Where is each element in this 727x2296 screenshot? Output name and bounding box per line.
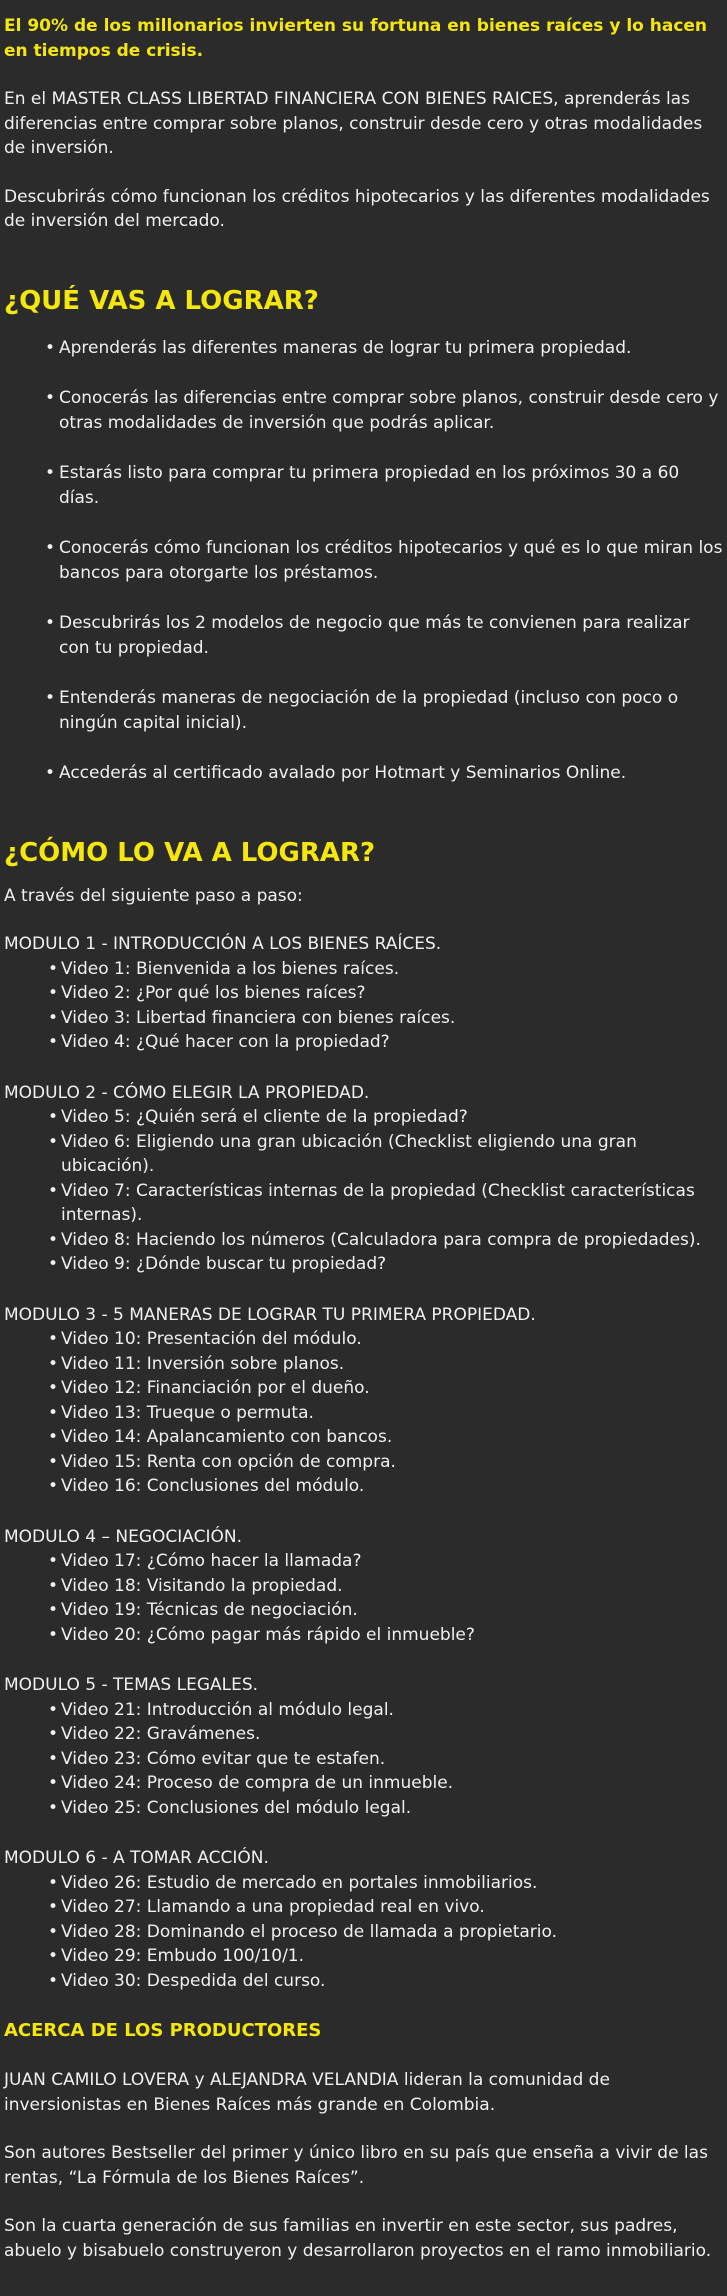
intro-paragraph-2: Descubrirás cómo funcionan los créditos hipotecarios y las diferentes modalidades de inversión del mercado.	[4, 186, 710, 231]
goal-item: • Descubrirás los 2 modelos de negocio que más te convienen para realizar con tu propiedad.	[45, 611, 723, 660]
module-title: MODULO 2 - CÓMO ELEGIR LA PROPIEDAD.	[4, 1082, 370, 1103]
video-item: • Video 10: Presentación del módulo.	[48, 1327, 723, 1352]
module-section	[4, 1525, 723, 1648]
module-title: MODULO 5 - TEMAS LEGALES.	[4, 1675, 259, 1695]
video-item: • Video 15: Renta con opción de compra.	[48, 1450, 723, 1475]
module-title: MODULO 4 – NEGOCIACIÓN.	[4, 1526, 242, 1547]
video-item: • Video 22: Gravámenes.	[48, 1722, 723, 1747]
video-item: • Video 20: ¿Cómo pagar más rápido el inmueble?	[48, 1623, 723, 1648]
module-title: MODULO 1 - INTRODUCCIÓN A LOS BIENES RAÍCES.	[4, 934, 442, 954]
video-item: • Video 5: ¿Quién será el cliente de la propiedad?	[48, 1105, 723, 1130]
goals-list	[4, 336, 723, 786]
modules-list	[4, 932, 723, 1993]
producers-heading: ACERCA DE LOS PRODUCTORES	[4, 2020, 322, 2041]
video-item: • Video 17: ¿Cómo hacer la llamada?	[48, 1549, 723, 1574]
video-item: • Video 6: Eligiendo una gran ubicación (Checklist eligiendo una gran ubicación).	[48, 1130, 723, 1179]
producers-paragraph-2: Son autores Bestseller del primer y único libro en su país que enseña a vivir de las rentas, “La Fórmula de los Bienes Raíces”.	[4, 2143, 708, 2188]
module-title: MODULO 3 - 5 MANERAS DE LOGRAR TU PRIMERA PROPIEDAD.	[4, 1304, 536, 1325]
goal-item: • Estarás listo para comprar tu primera propiedad en los próximos 30 a 60 días.	[45, 461, 723, 510]
video-item: • Video 19: Técnicas de negociación.	[48, 1598, 723, 1623]
video-item: • Video 25: Conclusiones del módulo legal.	[48, 1796, 723, 1821]
video-item: • Video 12: Financiación por el dueño.	[48, 1376, 723, 1401]
module-section	[4, 1303, 723, 1499]
intro-headline: El 90% de los millonarios invierten su fortuna en bienes raíces y lo hacen en tiempos de crisis.	[4, 16, 708, 61]
video-item: • Video 21: Introducción al módulo legal.	[48, 1698, 723, 1723]
video-item: • Video 28: Dominando el proceso de llamada a propietario.	[48, 1920, 723, 1945]
video-list	[4, 1549, 723, 1647]
video-list	[4, 1698, 723, 1821]
goal-item: • Conocerás las diferencias entre comprar sobre planos, construir desde cero y otras modalidades de inversión que podrás aplicar.	[45, 386, 723, 435]
video-item: • Video 1: Bienvenida a los bienes raíces.	[48, 957, 723, 982]
video-item: • Video 8: Haciendo los números (Calculadora para compra de propiedades).	[48, 1228, 723, 1253]
video-item: • Video 3: Libertad financiera con bienes raíces.	[48, 1006, 723, 1031]
video-item: • Video 26: Estudio de mercado en portales inmobiliarios.	[48, 1871, 723, 1896]
video-item: • Video 23: Cómo evitar que te estafen.	[48, 1747, 723, 1772]
intro-paragraph-1: En el MASTER CLASS LIBERTAD FINANCIERA CON BIENES RAICES, aprenderás las diferencias entre comprar sobre planos, construir desde cero y otras modalidades de inversión.	[4, 89, 703, 158]
video-item: • Video 30: Despedida del curso.	[48, 1969, 723, 1994]
video-list	[4, 1105, 723, 1277]
module-title: MODULO 6 - A TOMAR ACCIÓN.	[4, 1848, 269, 1868]
video-item: • Video 24: Proceso de compra de un inmueble.	[48, 1771, 723, 1796]
how-heading: ¿CÓMO LO VA A LOGRAR?	[4, 837, 376, 868]
producers-paragraph-1: JUAN CAMILO LOVERA y ALEJANDRA VELANDIA lideran la comunidad de inversionistas en Bienes Raíces más grande en Colombia.	[4, 2070, 610, 2115]
module-section	[4, 1846, 723, 1993]
video-item: • Video 2: ¿Por qué los bienes raíces?	[48, 981, 723, 1006]
module-section	[4, 1673, 723, 1820]
goals-heading: ¿QUÉ VAS A LOGRAR?	[4, 285, 319, 316]
video-item: • Video 13: Trueque o permuta.	[48, 1401, 723, 1426]
producers-paragraph-3: Son la cuarta generación de sus familias en invertir en este sector, sus padres, abuelo y bisabuelo construyeron y desarrollaron proyectos en el ramo inmobiliario.	[4, 2216, 712, 2261]
goal-item: • Accederás al certificado avalado por Hotmart y Seminarios Online.	[45, 761, 723, 786]
video-item: • Video 14: Apalancamiento con bancos.	[48, 1425, 723, 1450]
video-item: • Video 18: Visitando la propiedad.	[48, 1574, 723, 1599]
video-list	[4, 1871, 723, 1994]
module-section	[4, 1081, 723, 1277]
video-item: • Video 27: Llamando a una propiedad real en vivo.	[48, 1895, 723, 1920]
video-item: • Video 11: Inversión sobre planos.	[48, 1352, 723, 1377]
video-list	[4, 1327, 723, 1499]
video-item: • Video 29: Embudo 100/10/1.	[48, 1944, 723, 1969]
video-list	[4, 957, 723, 1055]
video-item: • Video 7: Características internas de la propiedad (Checklist características internas).	[48, 1179, 723, 1228]
goal-item: • Conocerás cómo funcionan los créditos hipotecarios y qué es lo que miran los bancos para otorgarte los préstamos.	[45, 536, 723, 585]
video-item: • Video 16: Conclusiones del módulo.	[48, 1474, 723, 1499]
video-item: • Video 4: ¿Qué hacer con la propiedad?	[48, 1030, 723, 1055]
module-section	[4, 932, 723, 1055]
video-item: • Video 9: ¿Dónde buscar tu propiedad?	[48, 1252, 723, 1277]
how-intro: A través del siguiente paso a paso:	[4, 885, 303, 906]
goal-item: • Entenderás maneras de negociación de la propiedad (incluso con poco o ningún capital inicial).	[45, 686, 723, 735]
goal-item: • Aprenderás las diferentes maneras de lograr tu primera propiedad.	[45, 336, 723, 361]
